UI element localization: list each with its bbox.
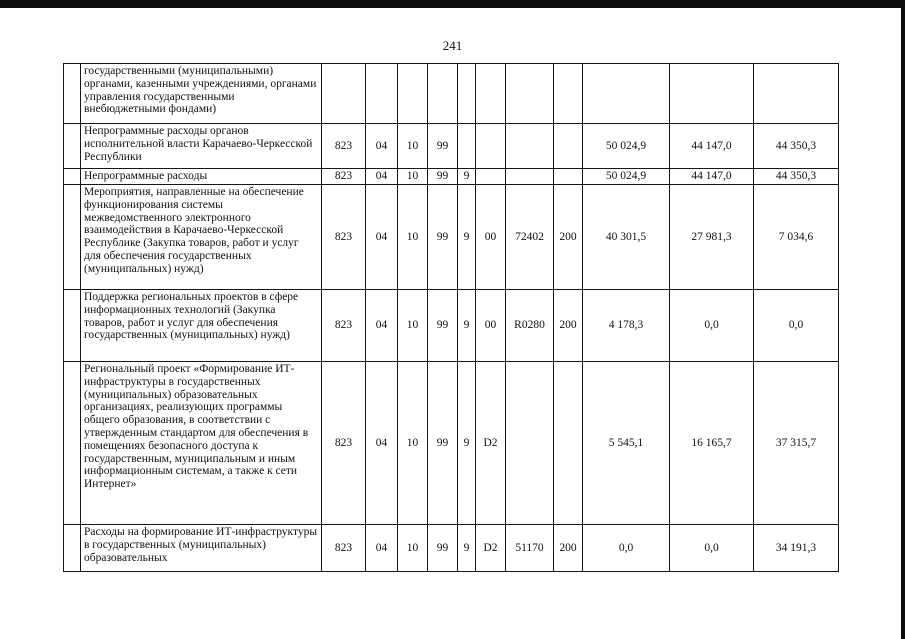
description-cell: Непрограммные расходы [81,169,322,185]
target-direction-cell [506,362,554,525]
target-direction-cell: 51170 [506,525,554,572]
scan-edge-top [0,0,905,8]
subsection-code-cell [398,64,428,124]
amount-year1-cell: 4 178,3 [583,290,670,362]
target-direction-cell [506,169,554,185]
section-code-cell: 04 [366,290,398,362]
amount-year3-cell: 44 350,3 [754,169,839,185]
section-code-cell: 04 [366,525,398,572]
amount-year2-cell: 44 147,0 [670,169,754,185]
blank-cell [64,290,81,362]
expense-type-cell [554,64,583,124]
target-program-cell: 99 [428,525,458,572]
subsection-code-cell: 10 [398,290,428,362]
amount-year2-cell [670,64,754,124]
adm-code-cell: 823 [322,124,366,169]
amount-year3-cell: 34 191,3 [754,525,839,572]
target-program-cell: 99 [428,124,458,169]
scan-edge-right [901,0,905,639]
amount-year2-cell: 0,0 [670,525,754,572]
target-direction-cell: 72402 [506,185,554,290]
amount-year1-cell: 40 301,5 [583,185,670,290]
blank-cell [64,185,81,290]
expense-type-cell: 200 [554,290,583,362]
target-program-cell [428,64,458,124]
amount-year1-cell: 50 024,9 [583,169,670,185]
target-subprogram-cell: 9 [458,185,476,290]
target-event-cell [476,124,506,169]
description-cell: Мероприятия, направленные на обеспечение функционирования системы межведомственного электронного взаимодействия в Карачаево-Черкесской Республике (Закупка товаров, работ и услуг для обеспечения государственных (муниципальных) нужд) [81,185,322,290]
target-subprogram-cell: 9 [458,362,476,525]
target-event-cell: D2 [476,362,506,525]
target-program-cell: 99 [428,290,458,362]
blank-cell [64,169,81,185]
blank-cell [64,124,81,169]
amount-year1-cell: 5 545,1 [583,362,670,525]
amount-year2-cell: 0,0 [670,290,754,362]
adm-code-cell: 823 [322,290,366,362]
target-subprogram-cell [458,124,476,169]
subsection-code-cell: 10 [398,525,428,572]
blank-cell [64,64,81,124]
table-row [64,124,839,169]
expense-type-cell: 200 [554,525,583,572]
target-event-cell: 00 [476,185,506,290]
description-cell: Поддержка региональных проектов в сфере информационных технологий (Закупка товаров, работ и услуг для обеспечения государственных (муниципальных) нужд) [81,290,322,362]
expense-type-cell: 200 [554,185,583,290]
section-code-cell: 04 [366,185,398,290]
blank-cell [64,362,81,525]
amount-year2-cell: 44 147,0 [670,124,754,169]
amount-year3-cell: 37 315,7 [754,362,839,525]
table-row [64,64,839,124]
target-event-cell: D2 [476,525,506,572]
section-code-cell: 04 [366,169,398,185]
amount-year2-cell: 16 165,7 [670,362,754,525]
target-subprogram-cell: 9 [458,525,476,572]
amount-year3-cell [754,64,839,124]
adm-code-cell: 823 [322,525,366,572]
subsection-code-cell: 10 [398,124,428,169]
target-direction-cell: R0280 [506,290,554,362]
blank-cell [64,525,81,572]
target-event-cell [476,169,506,185]
adm-code-cell: 823 [322,185,366,290]
section-code-cell [366,64,398,124]
target-program-cell: 99 [428,169,458,185]
target-program-cell: 99 [428,362,458,525]
target-direction-cell [506,64,554,124]
expense-type-cell [554,124,583,169]
description-cell: Расходы на формирование ИТ-инфраструктуры в государственных (муниципальных) образовательных [81,525,322,572]
table-row [64,362,839,525]
description-cell: государственными (муниципальными) органами, казенными учреждениями, органами управления государственными внебюджетными фондами) [81,64,322,124]
amount-year1-cell [583,64,670,124]
section-code-cell: 04 [366,362,398,525]
table-row [64,185,839,290]
target-event-cell: 00 [476,290,506,362]
adm-code-cell: 823 [322,362,366,525]
page-number: 241 [442,38,463,53]
target-subprogram-cell [458,64,476,124]
adm-code-cell: 823 [322,169,366,185]
budget-table [63,63,839,572]
table-row [64,525,839,572]
table-row [64,169,839,185]
target-direction-cell [506,124,554,169]
target-event-cell [476,64,506,124]
amount-year3-cell: 7 034,6 [754,185,839,290]
adm-code-cell [322,64,366,124]
subsection-code-cell: 10 [398,362,428,525]
amount-year1-cell: 0,0 [583,525,670,572]
target-subprogram-cell: 9 [458,290,476,362]
expense-type-cell [554,362,583,525]
description-cell: Непрограммные расходы органов исполнительной власти Карачаево-Черкесской Республики [81,124,322,169]
amount-year3-cell: 44 350,3 [754,124,839,169]
description-cell: Региональный проект «Формирование ИТ-инфраструктуры в государственных (муниципальных) образовательных организациях, реализующих программы общего образования, в соответствии с утвержденным стандартом для обеспечения в помещениях безопасного доступа к государственным, муниципальным и иным информационным системам, а также к сети Интернет» [81,362,322,525]
target-subprogram-cell: 9 [458,169,476,185]
amount-year3-cell: 0,0 [754,290,839,362]
subsection-code-cell: 10 [398,185,428,290]
amount-year1-cell: 50 024,9 [583,124,670,169]
subsection-code-cell: 10 [398,169,428,185]
section-code-cell: 04 [366,124,398,169]
table-row [64,290,839,362]
target-program-cell: 99 [428,185,458,290]
amount-year2-cell: 27 981,3 [670,185,754,290]
expense-type-cell [554,169,583,185]
